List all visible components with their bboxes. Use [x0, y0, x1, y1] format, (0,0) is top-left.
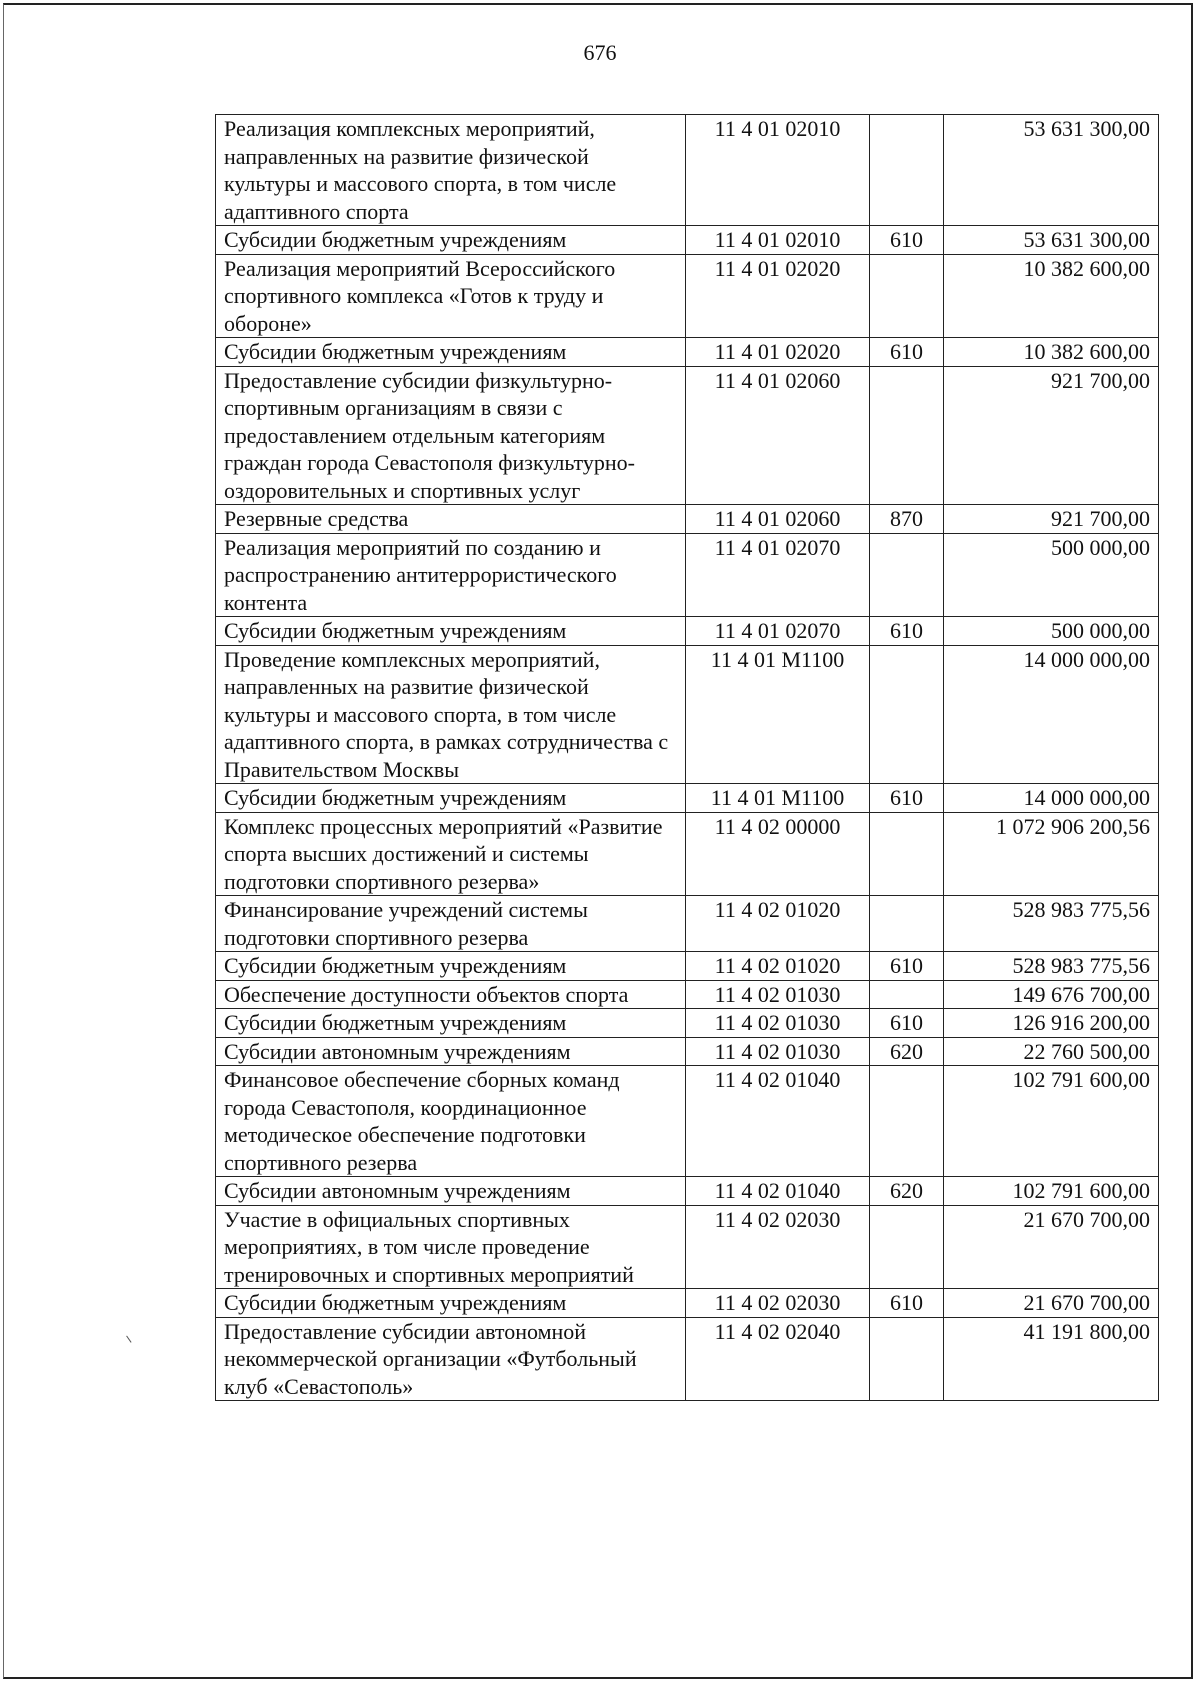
row-name-cell: Участие в официальных спортивных мероприятиях, в том числе проведение тренировочных и спортивных мероприятий [216, 1205, 686, 1289]
row-name-cell: Предоставление субсидии физкультурно-спортивным организациям в связи с предоставлением отдельным категориям граждан города Севастополя физкультурно-оздоровительных и спортивных услуг [216, 366, 686, 505]
budget-table [215, 114, 1159, 1401]
row-amount-cell: 102 791 600,00 [944, 1066, 1159, 1177]
row-amount-cell: 53 631 300,00 [944, 226, 1159, 255]
row-code-cell: 11 4 02 01040 [686, 1177, 870, 1206]
row-name-cell: Резервные средства [216, 505, 686, 534]
row-name-cell: Проведение комплексных мероприятий, направленных на развитие физической культуры и массового спорта, в том числе адаптивного спорта, в рамках сотрудничества с Правительством Москвы [216, 645, 686, 784]
row-amount-cell: 21 670 700,00 [944, 1289, 1159, 1318]
row-expense-type-cell: 610 [870, 1289, 944, 1318]
row-code-cell: 11 4 01 М1100 [686, 645, 870, 784]
row-code-cell: 11 4 02 01020 [686, 896, 870, 952]
row-expense-type-cell: 610 [870, 226, 944, 255]
row-expense-type-cell [870, 254, 944, 338]
row-code-cell: 11 4 01 М1100 [686, 784, 870, 813]
row-expense-type-cell [870, 1066, 944, 1177]
row-name-cell: Финансовое обеспечение сборных команд города Севастополя, координационное методическое обеспечение подготовки спортивного резерва [216, 1066, 686, 1177]
table-row [216, 115, 1159, 226]
table-row [216, 1177, 1159, 1206]
table-row [216, 1037, 1159, 1066]
row-code-cell: 11 4 01 02070 [686, 617, 870, 646]
row-amount-cell: 149 676 700,00 [944, 980, 1159, 1009]
row-code-cell: 11 4 02 02040 [686, 1317, 870, 1401]
budget-table-body [216, 115, 1159, 1401]
table-row [216, 952, 1159, 981]
table-row [216, 784, 1159, 813]
row-expense-type-cell [870, 812, 944, 896]
table-row [216, 254, 1159, 338]
row-expense-type-cell [870, 533, 944, 617]
table-row [216, 1289, 1159, 1318]
row-amount-cell: 41 191 800,00 [944, 1317, 1159, 1401]
table-row [216, 617, 1159, 646]
table-row [216, 366, 1159, 505]
row-amount-cell: 126 916 200,00 [944, 1009, 1159, 1038]
row-amount-cell: 921 700,00 [944, 505, 1159, 534]
table-row [216, 1066, 1159, 1177]
row-amount-cell: 22 760 500,00 [944, 1037, 1159, 1066]
row-code-cell: 11 4 02 01030 [686, 980, 870, 1009]
row-amount-cell: 921 700,00 [944, 366, 1159, 505]
table-row [216, 1317, 1159, 1401]
row-expense-type-cell [870, 1205, 944, 1289]
row-amount-cell: 21 670 700,00 [944, 1205, 1159, 1289]
row-name-cell: Субсидии автономным учреждениям [216, 1177, 686, 1206]
row-expense-type-cell [870, 645, 944, 784]
row-amount-cell: 14 000 000,00 [944, 784, 1159, 813]
table-row [216, 505, 1159, 534]
row-name-cell: Субсидии бюджетным учреждениям [216, 1009, 686, 1038]
row-amount-cell: 14 000 000,00 [944, 645, 1159, 784]
row-code-cell: 11 4 01 02070 [686, 533, 870, 617]
row-name-cell: Комплекс процессных мероприятий «Развитие спорта высших достижений и системы подготовки спортивного резерва» [216, 812, 686, 896]
row-expense-type-cell: 610 [870, 1009, 944, 1038]
row-expense-type-cell [870, 115, 944, 226]
row-amount-cell: 10 382 600,00 [944, 338, 1159, 367]
row-code-cell: 11 4 01 02020 [686, 338, 870, 367]
row-expense-type-cell [870, 896, 944, 952]
row-expense-type-cell: 610 [870, 784, 944, 813]
table-row [216, 1205, 1159, 1289]
table-row [216, 533, 1159, 617]
table-row [216, 812, 1159, 896]
row-code-cell: 11 4 01 02060 [686, 505, 870, 534]
row-expense-type-cell [870, 980, 944, 1009]
row-name-cell: Финансирование учреждений системы подготовки спортивного резерва [216, 896, 686, 952]
table-row [216, 896, 1159, 952]
row-code-cell: 11 4 01 02010 [686, 226, 870, 255]
row-name-cell: Реализация комплексных мероприятий, направленных на развитие физической культуры и массового спорта, в том числе адаптивного спорта [216, 115, 686, 226]
row-expense-type-cell: 610 [870, 952, 944, 981]
row-expense-type-cell [870, 1317, 944, 1401]
table-row [216, 645, 1159, 784]
row-amount-cell: 102 791 600,00 [944, 1177, 1159, 1206]
table-row [216, 1009, 1159, 1038]
row-name-cell: Реализация мероприятий Всероссийского спортивного комплекса «Готов к труду и обороне» [216, 254, 686, 338]
row-code-cell: 11 4 01 02010 [686, 115, 870, 226]
row-name-cell: Субсидии автономным учреждениям [216, 1037, 686, 1066]
row-amount-cell: 528 983 775,56 [944, 896, 1159, 952]
row-name-cell: Обеспечение доступности объектов спорта [216, 980, 686, 1009]
row-code-cell: 11 4 01 02060 [686, 366, 870, 505]
row-name-cell: Реализация мероприятий по созданию и распространению антитеррористического контента [216, 533, 686, 617]
row-amount-cell: 500 000,00 [944, 617, 1159, 646]
row-amount-cell: 10 382 600,00 [944, 254, 1159, 338]
row-code-cell: 11 4 02 02030 [686, 1205, 870, 1289]
row-name-cell: Субсидии бюджетным учреждениям [216, 784, 686, 813]
row-amount-cell: 528 983 775,56 [944, 952, 1159, 981]
row-expense-type-cell: 620 [870, 1037, 944, 1066]
row-name-cell: Субсидии бюджетным учреждениям [216, 952, 686, 981]
row-expense-type-cell: 870 [870, 505, 944, 534]
row-code-cell: 11 4 01 02020 [686, 254, 870, 338]
page-number: 676 [583, 40, 617, 65]
row-code-cell: 11 4 02 01040 [686, 1066, 870, 1177]
row-code-cell: 11 4 02 01020 [686, 952, 870, 981]
row-name-cell: Субсидии бюджетным учреждениям [216, 1289, 686, 1318]
row-name-cell: Субсидии бюджетным учреждениям [216, 226, 686, 255]
row-amount-cell: 53 631 300,00 [944, 115, 1159, 226]
row-expense-type-cell: 610 [870, 617, 944, 646]
row-expense-type-cell [870, 366, 944, 505]
table-row [216, 980, 1159, 1009]
row-expense-type-cell: 620 [870, 1177, 944, 1206]
table-row [216, 226, 1159, 255]
row-code-cell: 11 4 02 02030 [686, 1289, 870, 1318]
row-name-cell: Субсидии бюджетным учреждениям [216, 617, 686, 646]
row-amount-cell: 500 000,00 [944, 533, 1159, 617]
row-amount-cell: 1 072 906 200,56 [944, 812, 1159, 896]
row-code-cell: 11 4 02 01030 [686, 1009, 870, 1038]
table-row [216, 338, 1159, 367]
row-name-cell: Субсидии бюджетным учреждениям [216, 338, 686, 367]
row-name-cell: Предоставление субсидии автономной некоммерческой организации «Футбольный клуб «Севастополь» [216, 1317, 686, 1401]
row-code-cell: 11 4 02 01030 [686, 1037, 870, 1066]
row-code-cell: 11 4 02 00000 [686, 812, 870, 896]
row-expense-type-cell: 610 [870, 338, 944, 367]
